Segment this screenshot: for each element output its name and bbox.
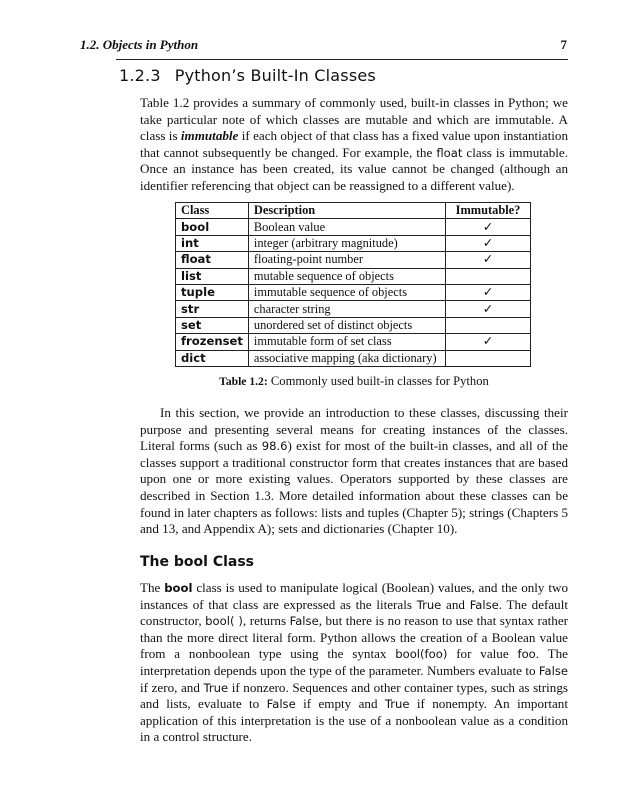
header-class: Class [176,203,249,219]
cell-description: floating-point number [248,252,445,268]
text-run: if nonempty. An important application of this interpretation is the use of a nonboolean value as a condition in a control structure. [140,696,568,745]
code-true: True [384,697,410,712]
cell-description: mutable sequence of objects [248,268,445,284]
cell-class: int [176,235,249,251]
code-literal: 98.6 [261,439,288,454]
text-run: if each object of that class has a fixed value upon instantiation that cannot subsequently be changed. For example, the [140,128,568,160]
text-run: class is used to manipulate logical (Boolean) values, and the only two instances of that class are expressed as the literals [140,580,568,612]
table-row [176,268,531,284]
text-run: if nonzero. Sequences and other container types, such as strings and lists, evaluate to [140,679,568,712]
code-true: True [203,680,229,695]
section-heading [119,66,376,85]
text-run: Table 1.2 provides a summary of commonly used, built-in classes in Python; we take particular note of which classes are mutable and which are immutable. A class is [140,95,568,144]
cell-description: Boolean value [248,219,445,235]
cell-description: character string [248,301,445,317]
text-run: , but there is no reason to use that syntax rather than the more direct literal form. Python allows the creation of a Boolean value from a nonboolean type using the syntax [140,613,568,662]
cell-class: tuple [176,284,249,300]
running-head [80,37,567,53]
text-run: The [140,580,165,595]
cell-description: immutable sequence of objects [248,284,445,300]
code-bool: bool [164,581,193,595]
code-float: float [436,145,463,160]
table-row [176,334,531,350]
table-row [176,252,531,268]
code-false: False [266,697,296,712]
code-false: False [538,663,568,678]
page-number: 7 [560,37,567,52]
section-title: Python’s Built-In Classes [174,66,376,85]
text-run: , returns [242,613,290,629]
builtin-classes-table [175,202,531,367]
section-number: 1.2.3 [119,66,161,85]
table-header-row [176,203,531,219]
cell-class: list [176,268,249,284]
cell-immutable: ✓ [446,235,531,251]
text-run: if zero, and [140,679,204,695]
paragraph-overview [140,405,568,538]
table-row [176,235,531,251]
paragraph-bool [140,580,568,746]
cell-description: associative mapping (aka dictionary) [248,350,445,366]
cell-class: bool [176,219,249,235]
running-title: 1.2. Objects in Python [80,37,199,52]
cell-immutable: ✓ [446,284,531,300]
text-run: for value [447,646,518,662]
cell-description: unordered set of distinct objects [248,317,445,333]
text-run: . The interpretation depends upon the type of the parameter. Numbers evaluate to [140,646,568,678]
code-bool-constructor: bool( ) [205,614,243,629]
cell-immutable: ✓ [446,334,531,350]
subsection-heading: The bool Class [140,554,255,570]
code-true: True [416,597,442,612]
header-rule [116,59,568,60]
code-foo: foo [517,647,536,662]
text-run: . The default constructor, [140,596,568,629]
caption-label: Table 1.2: [219,375,268,388]
text-run: and [441,596,470,612]
table-row [176,350,531,366]
cell-immutable: ✓ [446,301,531,317]
header-immutable: Immutable? [446,203,531,219]
cell-class: float [176,252,249,268]
text-run: In this section, we provide an introduction to these classes, discussing their purpose and presenting several means for creating instances of the classes. Literal forms (such as [140,405,568,454]
cell-class: set [176,317,249,333]
cell-immutable [446,317,531,333]
table-row [176,317,531,333]
text-run: class is immutable. Once an instance has been created, its value cannot be changed (although an identifier referencing that object can be reassigned to a different value). [140,144,568,193]
code-false: False [469,597,499,612]
text-run: ) exist for most of the built-in classes, and all of the classes support a traditional constructor form that creates instances that are based upon one or more existing values. Operators supported by these classes are described in Section 1.3. More detailed information about these classes can be found in later chapters as follows: lists and tuples (Chapter 5); strings (Chapters 5 and 13, and Appendix A); sets and dictionaries (Chapter 10). [140,438,569,537]
header-description: Description [248,203,445,219]
cell-immutable: ✓ [446,219,531,235]
cell-class: dict [176,350,249,366]
table-caption [140,374,568,389]
table-row [176,301,531,317]
cell-class: frozenset [176,334,249,350]
code-bool-foo: bool(foo) [395,647,448,662]
cell-class: str [176,301,249,317]
code-false: False [289,614,319,629]
cell-description: immutable form of set class [248,334,445,350]
emphasis-immutable: immutable [180,128,239,144]
cell-immutable [446,268,531,284]
cell-immutable: ✓ [446,252,531,268]
cell-immutable [446,350,531,366]
caption-text: Commonly used built-in classes for Python [267,374,489,388]
paragraph-intro [140,95,568,195]
table-row [176,219,531,235]
cell-description: integer (arbitrary magnitude) [248,235,445,251]
table-row [176,284,531,300]
text-run: if empty and [295,696,385,712]
